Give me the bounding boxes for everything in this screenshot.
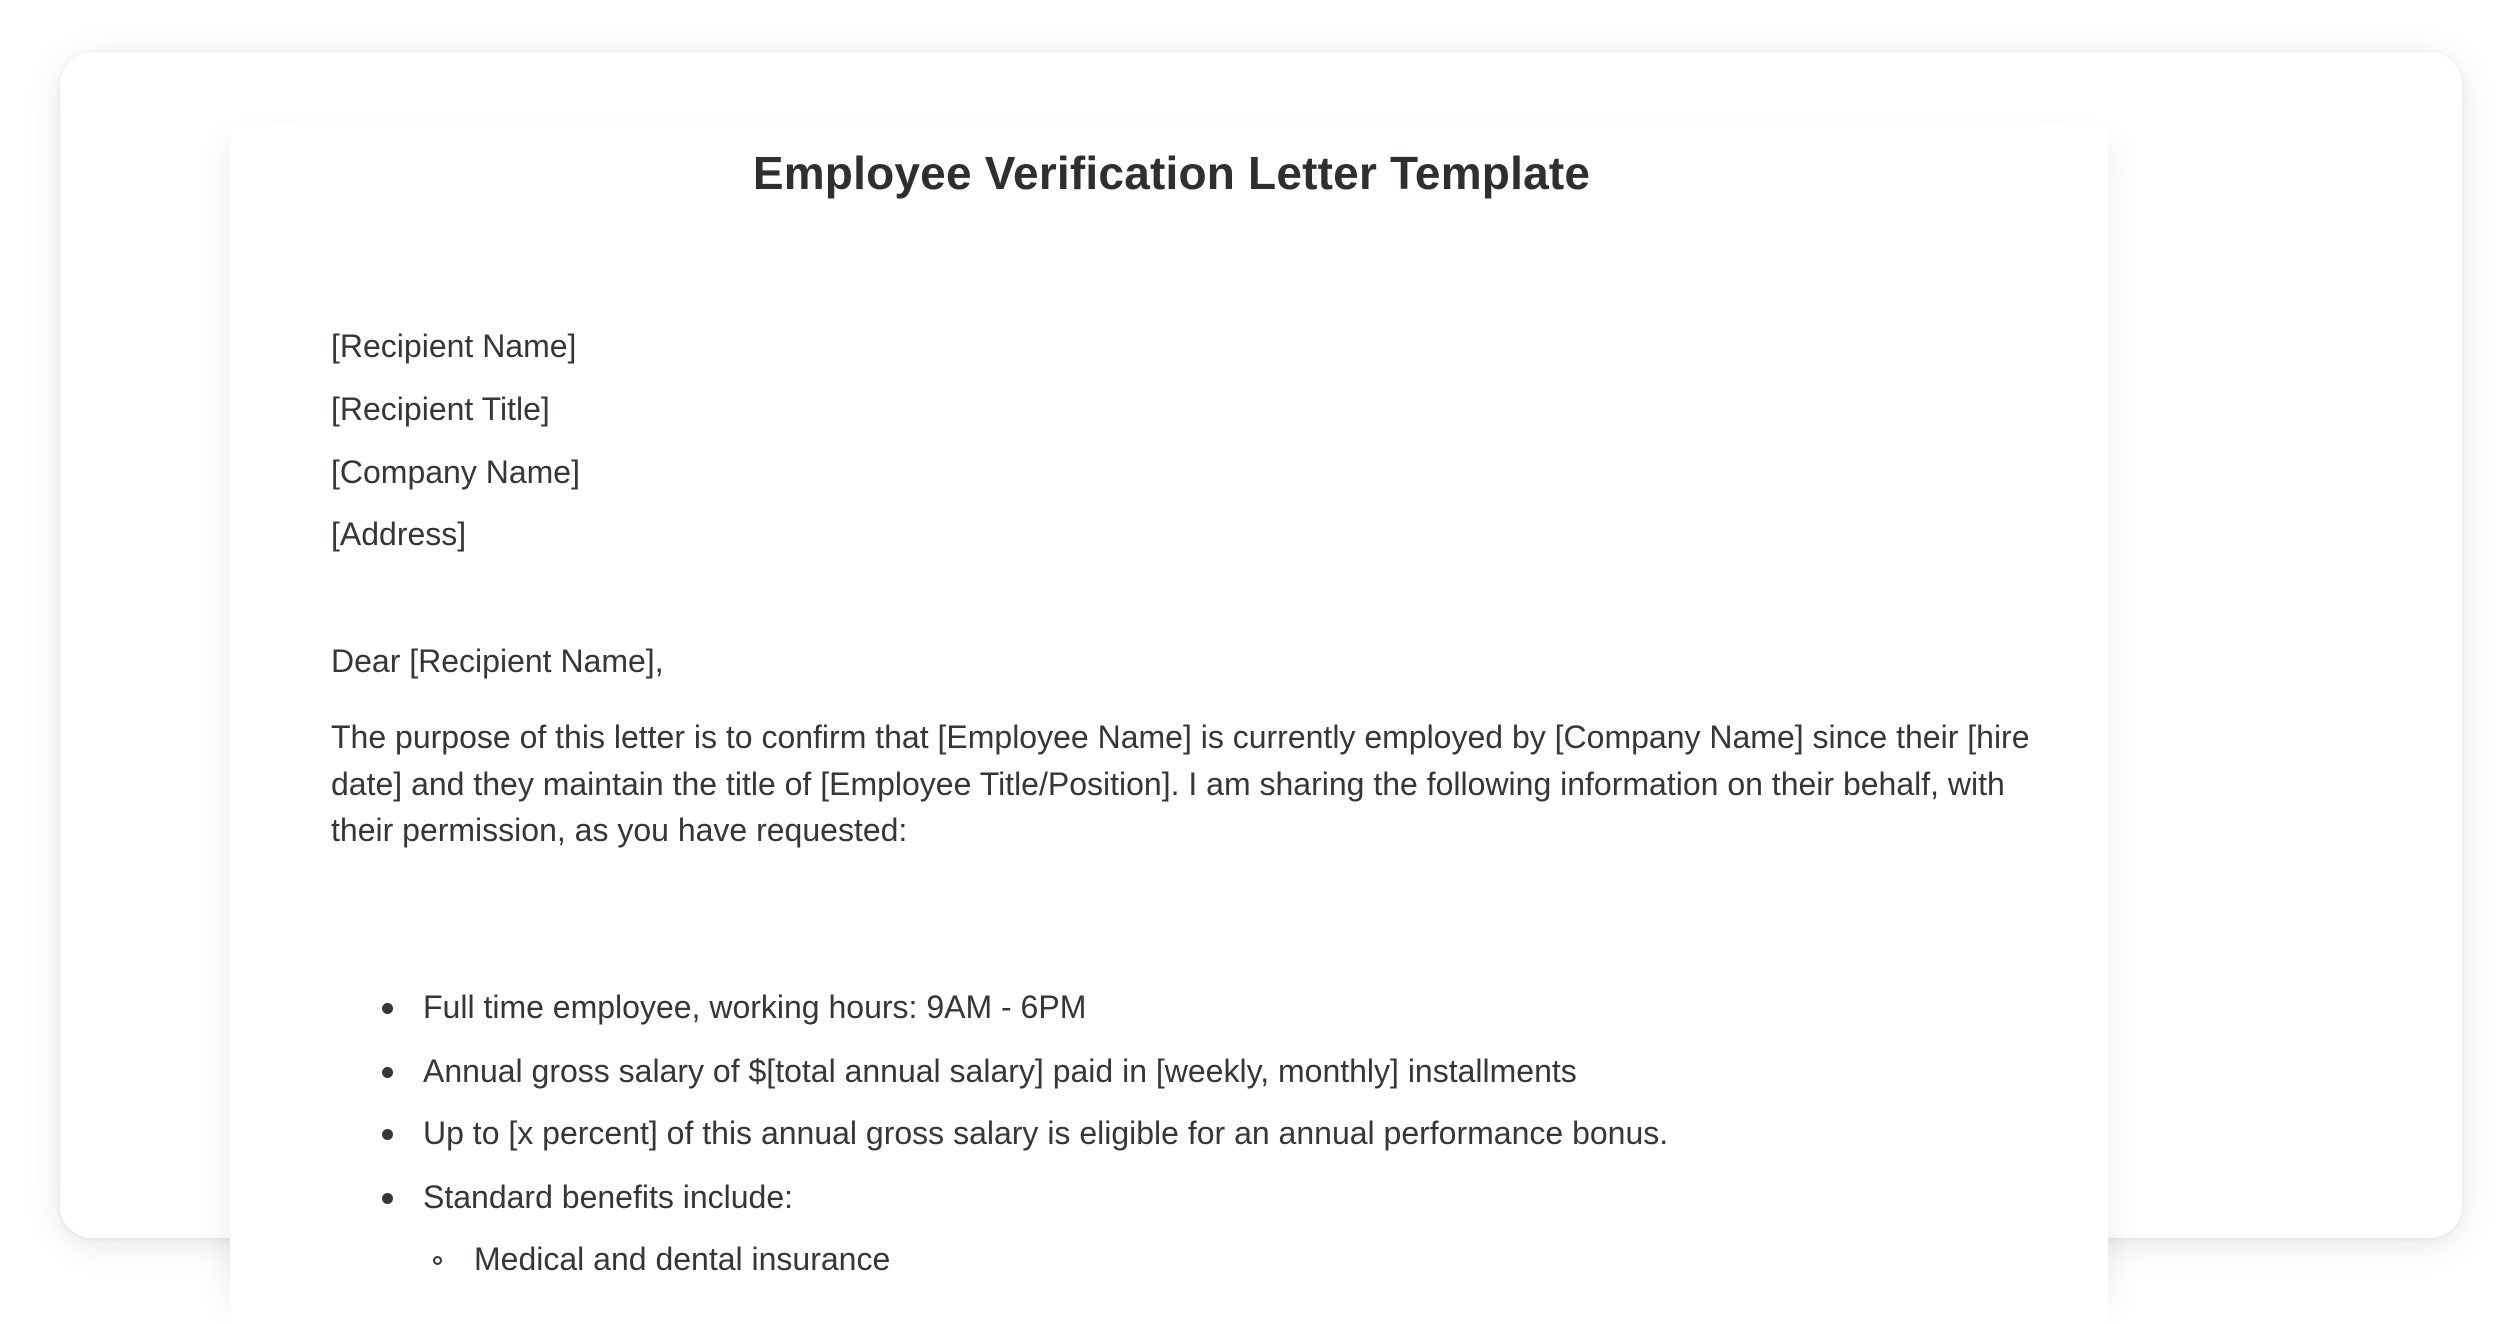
document-title: Employee Verification Letter Template xyxy=(752,147,1591,199)
document-page xyxy=(230,124,2108,1324)
list-item-text: Standard benefits include: xyxy=(423,1179,794,1215)
list-item-text: Full time employee, working hours: 9AM - 6PM xyxy=(423,989,1087,1025)
address-recipient-name: [Recipient Name] xyxy=(331,328,577,364)
bullet-dot-icon xyxy=(382,1003,393,1014)
salutation: Dear [Recipient Name], xyxy=(331,643,664,679)
bullet-dot-icon xyxy=(382,1129,393,1140)
document-card xyxy=(60,52,2462,1277)
sub-list-item-text: Medical and dental insurance xyxy=(474,1241,891,1277)
bullet-dot-icon xyxy=(382,1067,393,1078)
intro-paragraph: The purpose of this letter is to confirm that [Employee Name] is currently employed by [Company Name] since their [hire date] and they maintain the title of [Employee Title/Position]. I am sharing the following information on their behalf, with their permission, as you have requested: xyxy=(331,719,2030,848)
list-item-text: Annual gross salary of $[total annual salary] paid in [weekly, monthly] installments xyxy=(423,1053,1577,1089)
address-line: [Address] xyxy=(331,516,467,552)
address-recipient-title: [Recipient Title] xyxy=(331,391,550,427)
address-company-name: [Company Name] xyxy=(331,454,580,490)
bullet-dot-icon xyxy=(382,1193,393,1204)
list-item-text: Up to [x percent] of this annual gross salary is eligible for an annual performance bonus. xyxy=(423,1115,1669,1151)
bullet-ring-icon xyxy=(433,1256,442,1265)
